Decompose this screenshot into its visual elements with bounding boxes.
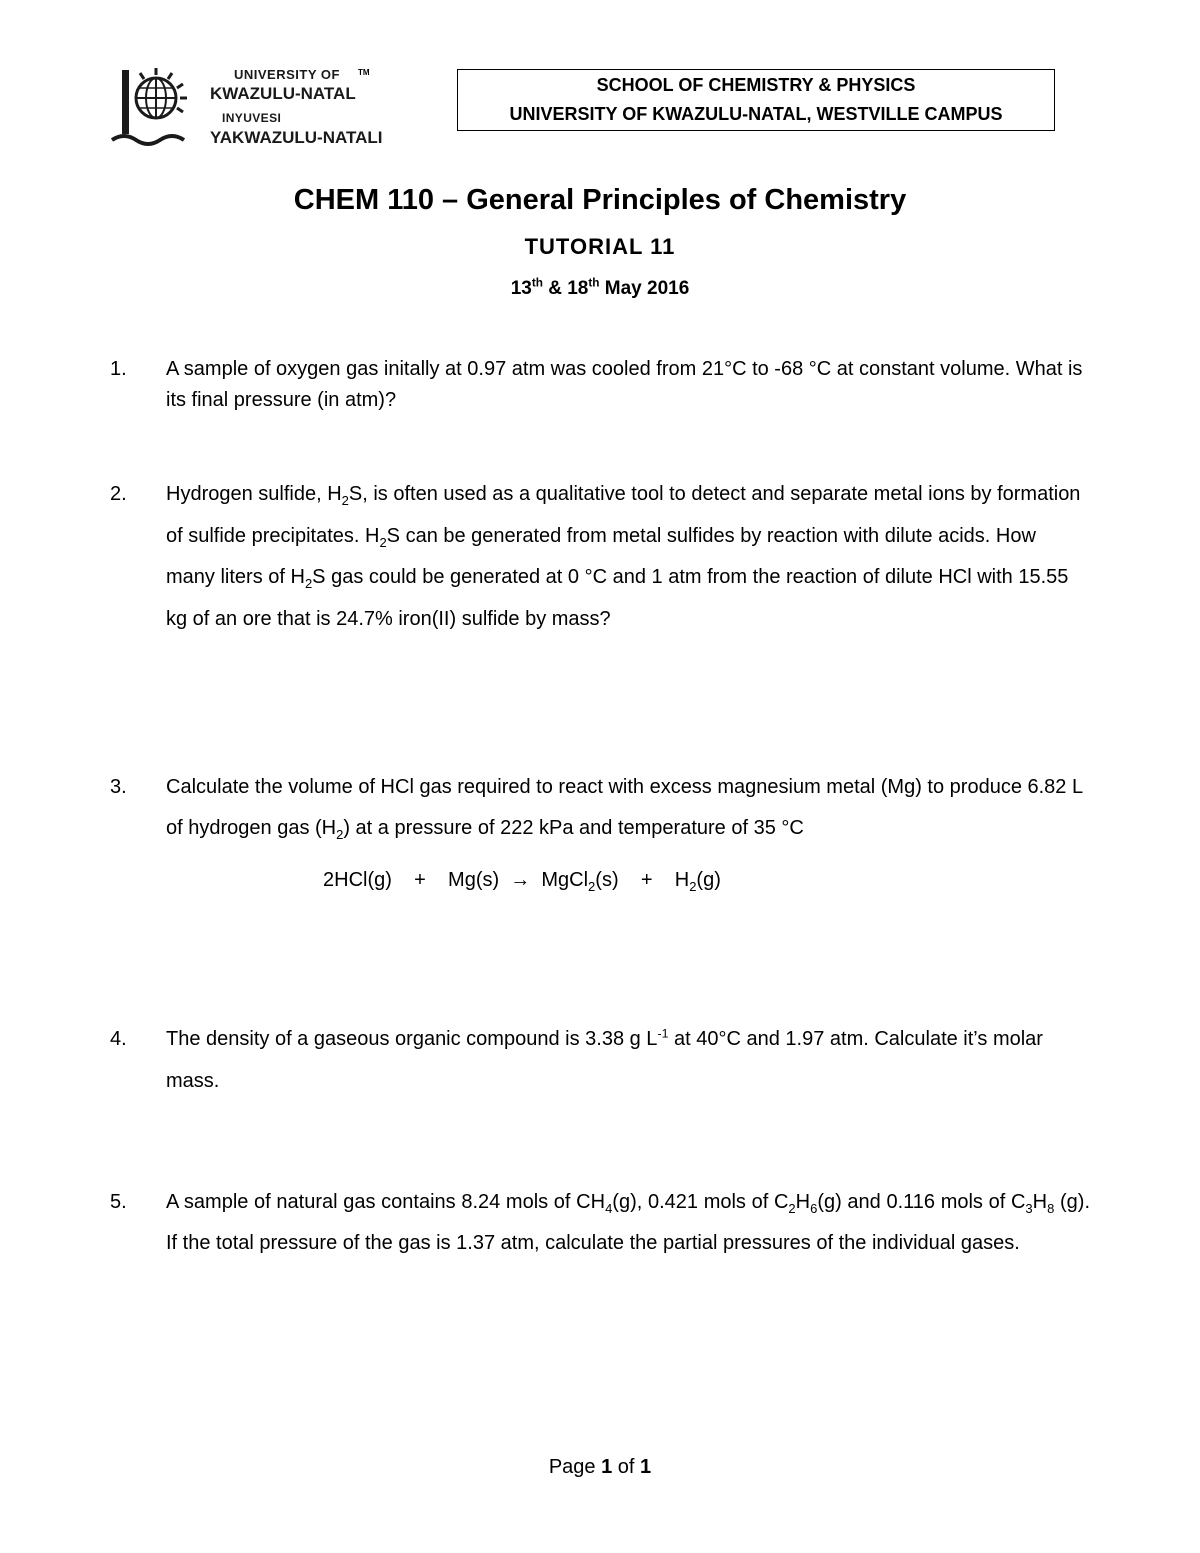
question-number: 5. <box>110 1191 127 1213</box>
trademark-mark: TM <box>358 68 370 77</box>
question-text: A sample of oxygen gas initally at 0.97 atm was cooled from 21°C to -68 °C at constant volume. What is its final pressure (in atm)? <box>166 358 1083 411</box>
subscript: 2 <box>336 827 344 842</box>
reaction-equation <box>323 869 721 892</box>
text-run: (g). If the total pressure of the gas is 1.37 atm, calculate the partial pressures of the individual gases. <box>166 1191 1091 1254</box>
text-run: H <box>795 1191 811 1213</box>
date-day-1: 13 <box>510 278 532 299</box>
subscript: 8 <box>1047 1201 1055 1216</box>
page-footer <box>0 1456 1200 1479</box>
reaction-arrow-icon: → <box>510 869 531 891</box>
school-name: SCHOOL OF CHEMISTRY & PHYSICS <box>596 75 916 95</box>
logo-line-yakwazulu-natali: YAKWAZULU-NATALI <box>210 128 383 147</box>
equation-product: MgCl <box>530 869 589 891</box>
text-run: H <box>1032 1191 1048 1213</box>
date-suffix-1: th <box>531 276 543 290</box>
text-run: S can be generated from metal sulfides by reaction with dilute acids. How many liters of H <box>166 524 1036 588</box>
equation-product: (g) <box>696 869 721 891</box>
subscript: 6 <box>810 1201 818 1216</box>
subscript: 2 <box>588 879 596 894</box>
campus-name: UNIVERSITY OF KWAZULU-NATAL, WESTVILLE CAMPUS <box>509 104 1003 124</box>
school-header-box <box>457 69 1055 131</box>
footer-current-page: 1 <box>601 1456 613 1478</box>
text-run: The density of a gaseous organic compound is 3.38 g L <box>166 1028 658 1050</box>
university-logo <box>110 64 390 154</box>
question-text <box>166 767 1090 849</box>
footer-page-label: Page <box>548 1456 602 1478</box>
logo-wordmark <box>210 68 383 146</box>
text-run: Hydrogen sulfide, H <box>166 483 342 505</box>
equation-product: (s) + H <box>595 869 690 891</box>
subscript: 3 <box>1025 1201 1033 1216</box>
date-day-2: 18 <box>567 278 589 299</box>
text-run: S gas could be generated at 0 °C and 1 atm from the reaction of dilute HCl with 15.55 kg of an ore that is 24.7% iron(II) sulfide by mass? <box>166 566 1069 630</box>
question-number: 1. <box>110 358 127 380</box>
logo-line-university-of: UNIVERSITY OF <box>234 67 340 82</box>
subscript: 2 <box>341 493 349 508</box>
question-number: 4. <box>110 1028 127 1050</box>
logo-line-inyuvesi: INYUVESI <box>222 111 282 125</box>
date-ampersand: & <box>542 278 568 299</box>
subscript: 2 <box>379 534 387 550</box>
subscript: 2 <box>689 879 697 894</box>
footer-total-pages: 1 <box>640 1456 652 1478</box>
text-run: (g), 0.421 mols of C <box>612 1191 789 1213</box>
text-run: (g) and 0.116 mols of C <box>817 1191 1026 1213</box>
tutorial-date <box>0 278 1200 300</box>
ukzn-emblem-icon <box>110 64 202 152</box>
date-suffix-2: th <box>588 276 600 290</box>
text-run: Calculate the volume of HCl gas required to react with excess magnesium metal (Mg) to produce 6.82 L of hydrogen gas (H <box>166 776 1083 839</box>
question-text <box>166 474 1090 640</box>
footer-of-label: of <box>612 1456 641 1478</box>
date-month-year: May 2016 <box>599 278 690 299</box>
logo-line-kwazulu-natal: KWAZULU-NATAL <box>210 84 356 103</box>
equation-reactants: 2HCl(g) + Mg(s) <box>323 869 511 891</box>
subscript: 4 <box>605 1201 613 1216</box>
tutorial-title: TUTORIAL 11 <box>524 234 676 259</box>
question-number: 2. <box>110 483 127 505</box>
superscript: -1 <box>657 1026 669 1041</box>
course-title: CHEM 110 – General Principles of Chemistry <box>293 184 907 216</box>
question-text <box>166 1182 1090 1264</box>
subscript: 2 <box>304 576 313 591</box>
text-run: ) at a pressure of 222 kPa and temperature of 35 °C <box>343 817 804 839</box>
text-run: A sample of natural gas contains 8.24 mols of CH <box>166 1191 606 1213</box>
text-run: at 40°C and 1.97 atm. Calculate it’s molar mass. <box>166 1028 1043 1092</box>
text-run: S, is often used as a qualitative tool to detect and separate metal ions by formation of sulfide precipitates. H <box>166 483 1081 547</box>
subscript: 2 <box>788 1201 796 1216</box>
question-text <box>166 1018 1090 1102</box>
question-number: 3. <box>110 776 127 798</box>
